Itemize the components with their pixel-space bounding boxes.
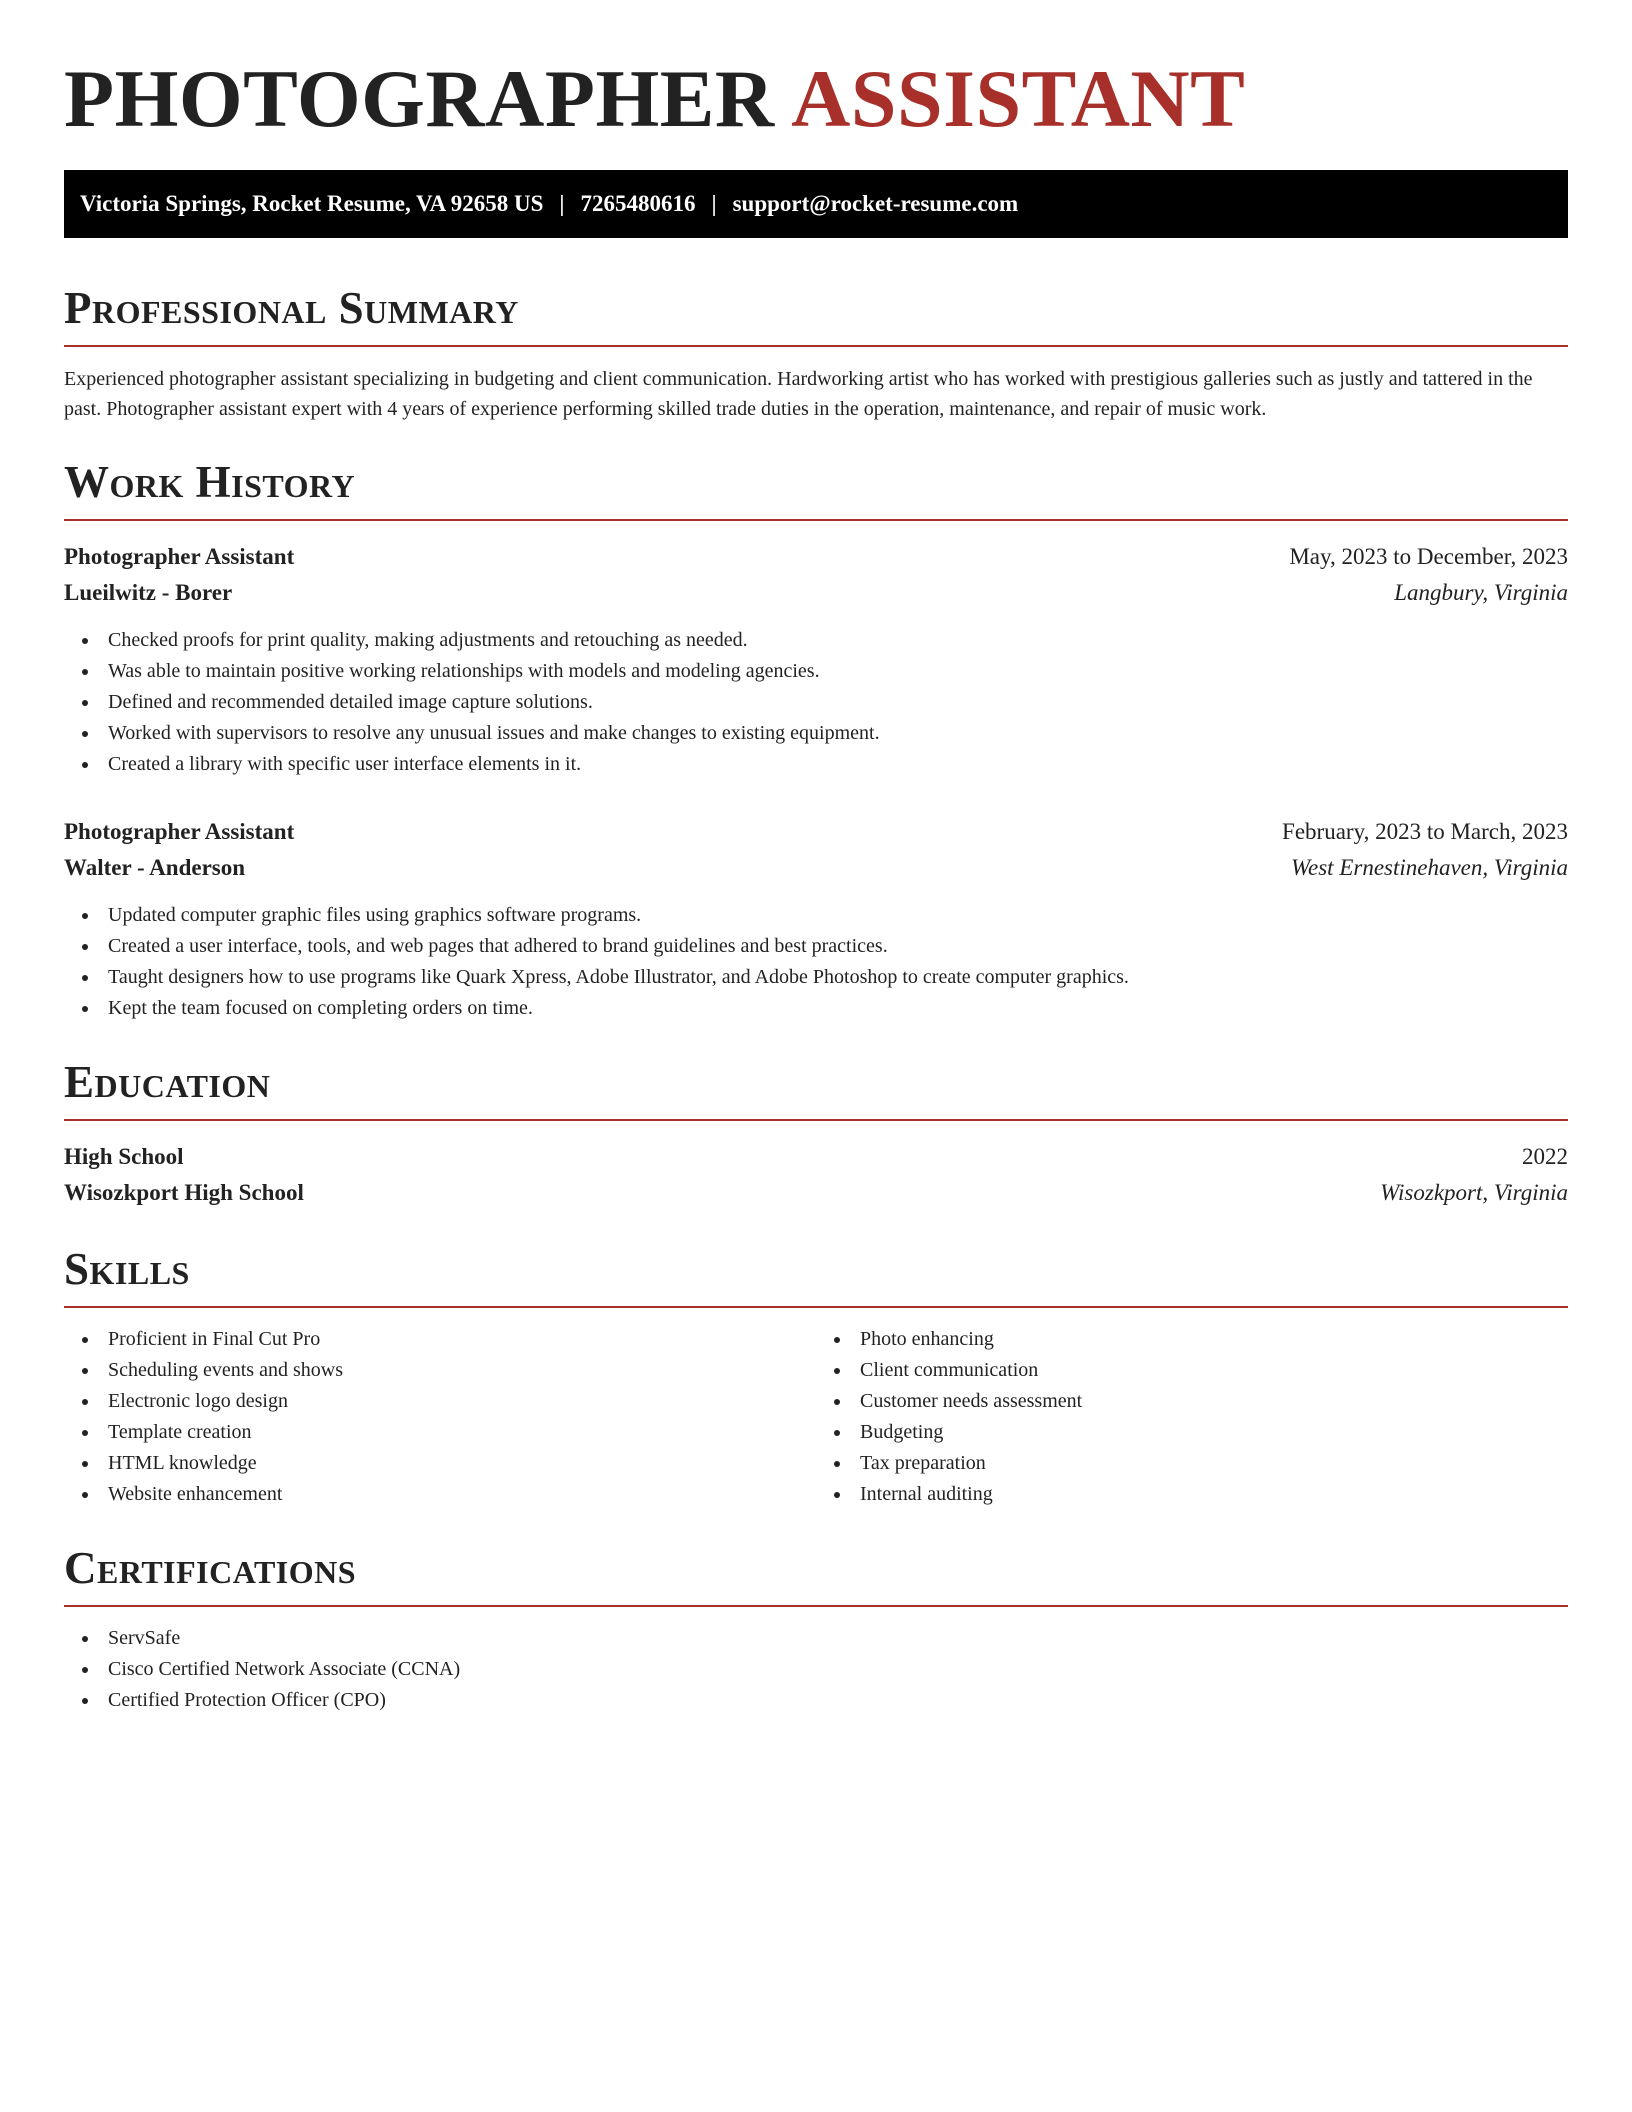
job-duty-item: Was able to maintain positive working relationships with models and modeling agencies.	[64, 656, 1568, 687]
certification-item: Cisco Certified Network Associate (CCNA)	[64, 1654, 1568, 1685]
section-title-certifications: Certifications	[64, 1546, 1568, 1607]
job-entry	[64, 814, 1568, 1024]
contact-separator: |	[559, 191, 565, 217]
job-company-row	[64, 850, 1568, 886]
job-duty-item: Defined and recommended detailed image capture solutions.	[64, 687, 1568, 718]
contact-separator: |	[711, 191, 717, 217]
skill-item: Client communication	[816, 1355, 1568, 1386]
resume-title	[64, 0, 1568, 144]
skill-item: Proficient in Final Cut Pro	[64, 1324, 816, 1355]
skill-item: HTML knowledge	[64, 1448, 816, 1479]
contact-phone: 7265480616	[580, 191, 696, 217]
job-title: Photographer Assistant	[64, 819, 295, 845]
job-company-row	[64, 575, 1568, 611]
skill-item: Tax preparation	[816, 1448, 1568, 1479]
skill-item: Internal auditing	[816, 1479, 1568, 1510]
job-duty-item: Checked proofs for print quality, making adjustments and retouching as needed.	[64, 625, 1568, 656]
skill-item: Photo enhancing	[816, 1324, 1568, 1355]
contact-address: Victoria Springs, Rocket Resume, VA 92658 US	[80, 191, 544, 217]
education-header-row	[64, 1139, 1568, 1175]
job-dates: February, 2023 to March, 2023	[1282, 819, 1568, 845]
job-duty-item: Updated computer graphic files using graphics software programs.	[64, 900, 1568, 931]
job-location: Langbury, Virginia	[1394, 580, 1568, 606]
section-title-education: Education	[64, 1060, 1568, 1121]
contact-email: support@rocket-resume.com	[732, 191, 1019, 217]
certification-item: Certified Protection Officer (CPO)	[64, 1685, 1568, 1716]
skill-item: Scheduling events and shows	[64, 1355, 816, 1386]
job-header-row	[64, 814, 1568, 850]
job-duty-item: Worked with supervisors to resolve any unusual issues and make changes to existing equipment.	[64, 718, 1568, 749]
job-entry	[64, 539, 1568, 780]
job-duties-list	[64, 900, 1568, 1024]
section-title-summary: Professional Summary	[64, 286, 1568, 347]
education-degree: High School	[64, 1144, 184, 1170]
section-title-skills: Skills	[64, 1247, 1568, 1308]
skills-grid	[64, 1324, 1568, 1510]
education-entry	[64, 1139, 1568, 1211]
certifications-list	[64, 1623, 1568, 1716]
summary-text: Experienced photographer assistant specializing in budgeting and client communication. Hardworking artist who has worked with prestigious galleries such as justly and tattered in the past. Photographer assistant expert with 4 years of experience performing skilled trade duties in the operation, maintenance, and repair of music work.	[64, 368, 1533, 421]
job-duty-item: Created a library with specific user interface elements in it.	[64, 749, 1568, 780]
skill-item: Budgeting	[816, 1417, 1568, 1448]
certification-item: ServSafe	[64, 1623, 1568, 1654]
contact-bar	[64, 170, 1568, 238]
skills-list-right	[816, 1324, 1568, 1510]
job-header-row	[64, 539, 1568, 575]
skills-list-left	[64, 1324, 816, 1510]
title-main: PHOTOGRAPHER	[64, 53, 775, 144]
job-dates: May, 2023 to December, 2023	[1289, 544, 1568, 570]
job-duty-item: Kept the team focused on completing orders on time.	[64, 993, 1568, 1024]
skill-item: Customer needs assessment	[816, 1386, 1568, 1417]
education-year: 2022	[1522, 1144, 1568, 1170]
job-duties-list	[64, 625, 1568, 780]
education-location: Wisozkport, Virginia	[1380, 1180, 1568, 1206]
skill-item: Electronic logo design	[64, 1386, 816, 1417]
education-school-row	[64, 1175, 1568, 1211]
job-duty-item: Created a user interface, tools, and web pages that adhered to brand guidelines and best practices.	[64, 931, 1568, 962]
title-accent: ASSISTANT	[791, 53, 1246, 144]
skill-item: Website enhancement	[64, 1479, 816, 1510]
job-duty-item: Taught designers how to use programs like Quark Xpress, Adobe Illustrator, and Adobe Photoshop to create computer graphics.	[64, 962, 1568, 993]
job-title: Photographer Assistant	[64, 544, 295, 570]
education-school: Wisozkport High School	[64, 1180, 304, 1206]
job-company: Walter - Anderson	[64, 855, 246, 881]
job-location: West Ernestinehaven, Virginia	[1290, 855, 1568, 881]
job-company: Lueilwitz - Borer	[64, 580, 233, 606]
section-title-work-history: Work History	[64, 460, 1568, 521]
skill-item: Template creation	[64, 1417, 816, 1448]
